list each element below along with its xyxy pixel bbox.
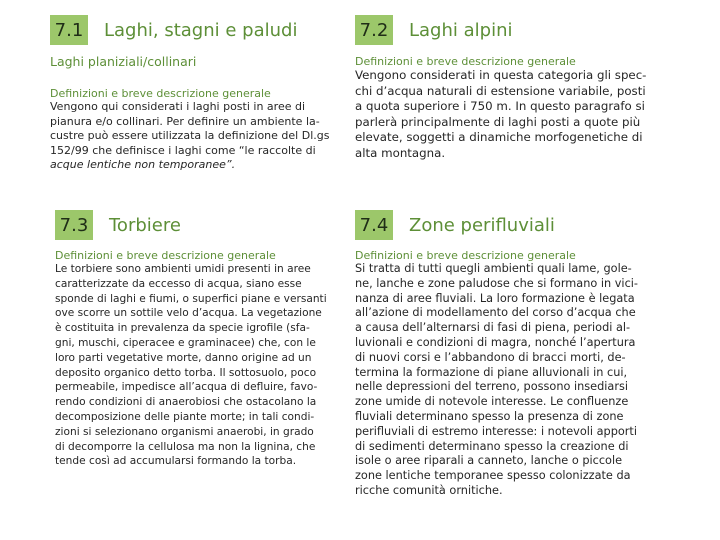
section-7-2-header <box>355 15 623 45</box>
body-line: permeabile, impedisce all’acqua di defluire, favo- <box>55 381 318 394</box>
body-line: caratterizzate da eccesso di acqua, siano esse <box>55 277 302 290</box>
section-7-1-subtitle: Laghi planiziali/collinari <box>50 54 197 69</box>
section-7-1-definition-heading: Definizioni e breve descrizione generale <box>50 87 271 100</box>
body-line: luvionali e condizioni di magra, nonché l’apertura <box>355 335 636 349</box>
section-7-2-body <box>355 68 647 162</box>
body-line: ne, lanche e zone paludose che si formano in vici- <box>355 276 639 290</box>
body-line: all’azione di modellamento del corso d’acqua che <box>355 306 636 320</box>
section-7-1-number: 7.1 <box>50 15 88 45</box>
section-7-4-body <box>355 262 639 499</box>
body-line: ove scorre un sottile velo d’acqua. La vegetazione <box>55 307 322 320</box>
body-line: Vengono considerati in questa categoria gli spec- <box>355 68 647 82</box>
body-line: zioni si selezionano organismi anaerobi, in grado <box>55 425 314 438</box>
body-line: nelle depressioni del terreno, possono insediarsi <box>355 380 629 394</box>
body-line: acque lentiche non temporanee”. <box>50 158 236 172</box>
section-7-4 <box>355 210 639 499</box>
body-line: di decomporre la cellulosa ma non la lignina, che <box>55 440 316 453</box>
section-7-2-title: Laghi alpini <box>409 19 513 41</box>
body-line: termina la formazione di piane alluvionali in cui, <box>355 365 628 379</box>
section-7-2-number: 7.2 <box>355 15 393 45</box>
section-7-3-definition-heading: Definizioni e breve descrizione generale <box>55 249 276 262</box>
body-line: è costituita in prevalenza da specie igrofile (sfa- <box>55 322 310 335</box>
body-line: a causa dell’alternarsi di fasi di piena, periodi al- <box>355 321 631 335</box>
section-7-4-header <box>355 210 623 240</box>
body-line: Vengono qui considerati i laghi posti in aree di <box>50 100 306 113</box>
body-line: alta montagna. <box>355 145 446 160</box>
section-7-4-number: 7.4 <box>355 210 393 240</box>
section-7-1-title: Laghi, stagni e paludi <box>104 19 298 41</box>
section-7-3-title: Torbiere <box>109 214 181 236</box>
body-line: di nuovi corsi e l’abbandono di bracci morti, de- <box>355 350 626 364</box>
body-line: chi d’acqua naturali di estensione variabile, posti <box>355 83 646 98</box>
body-line: di sedimenti determinano spesso la creazione di <box>355 439 629 453</box>
body-line: nanza di aree fluviali. La loro formazione è legata <box>355 291 635 305</box>
body-line: Le torbiere sono ambienti umidi presenti in aree <box>55 263 311 275</box>
section-7-1-header <box>50 15 312 45</box>
body-line: fluviali determinano spesso la presenza di zone <box>355 409 624 423</box>
section-7-4-title: Zone perifluviali <box>409 214 555 236</box>
body-line: pianura e/o collinari. Per definire un ambiente la- <box>50 114 320 128</box>
body-line: gni, muschi, ciperacee e graminacee) che, con le <box>55 336 316 349</box>
section-7-1 <box>50 15 330 173</box>
body-line: isole o aree riparali a canneto, lanche o piccole <box>355 454 623 468</box>
section-7-1-body <box>50 100 330 173</box>
section-7-3-header <box>55 210 305 240</box>
section-7-3-number: 7.3 <box>55 210 93 240</box>
section-7-2-definition-heading: Definizioni e breve descrizione generale <box>355 55 576 68</box>
body-line: elevate, soggetti a dinamiche morfogenetiche di <box>355 130 643 145</box>
body-line: zone lentiche temporanee spesso colonizzate da <box>355 469 631 483</box>
section-7-2 <box>355 15 647 162</box>
body-line: Si tratta di tutti quegli ambienti quali lame, gole- <box>355 262 632 275</box>
section-7-3-body <box>55 262 327 469</box>
body-line: parlerà principalmente di laghi posti a quote più <box>355 114 641 129</box>
section-7-4-definition-heading: Definizioni e breve descrizione generale <box>355 249 576 262</box>
body-line: loro parti vegetative morte, danno origine ad un <box>55 351 312 364</box>
body-line: 152/99 che definisce i laghi come “le raccolte di <box>50 143 316 157</box>
section-7-3 <box>55 210 327 469</box>
body-line: zone umide di notevole interesse. Le confluenze <box>355 395 629 409</box>
body-line: custre può essere utilizzata la definizione del Dl.gs <box>50 129 330 143</box>
body-line: deposito organico detto torba. Il sottosuolo, poco <box>55 366 317 379</box>
body-line: rendo condizioni di anaerobiosi che ostacolano la <box>55 396 317 409</box>
body-line: tende così ad accumularsi formando la torba. <box>55 455 297 468</box>
body-line: perifluviali di estremo interesse: i notevoli apporti <box>355 424 637 438</box>
body-line: a quota superiore i 750 m. In questo paragrafo si <box>355 99 645 114</box>
body-line: sponde di laghi e fiumi, o superfici piane e versanti <box>55 292 327 305</box>
body-line: ricche comunità ornitiche. <box>355 483 503 497</box>
body-line: decomposizione delle piante morte; in tali condi- <box>55 410 315 423</box>
